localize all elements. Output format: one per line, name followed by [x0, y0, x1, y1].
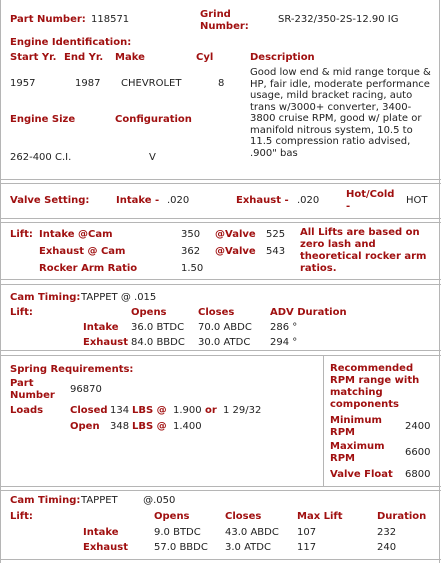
rpm-box — [323, 356, 440, 486]
cam-timing-050-section — [1, 490, 441, 560]
description-value: Good low end & mid range torque & HP, fair idle, moderate performance usage, mild bracket racing, auto trans w/3000+ converter, 3400- 3800 cruise RPM, good w/ plate or manifold nitrous system, 10.5 to 11.5 compression ratio advised, .900" bas — [250, 67, 431, 159]
grind-label-line2: Number: — [200, 21, 249, 32]
rpm-label-line1: Recommended — [330, 363, 414, 374]
timing2-exhaust-closes: 3.0 ATDC — [225, 542, 271, 553]
valve-intake-value: .020 — [167, 195, 190, 206]
cam-timing-015-section — [1, 284, 441, 351]
make-header: Make — [115, 52, 145, 63]
part-number-value: 118571 — [91, 14, 130, 25]
closes-header: Closes — [198, 307, 235, 318]
max-rpm-label-line1: Maximum — [330, 441, 385, 452]
timing-lift-label: Lift: — [10, 307, 33, 318]
timing2-intake-label: Intake — [83, 527, 119, 538]
spring-requirements-label: Spring Requirements: — [10, 364, 134, 375]
timing2-opens-header: Opens — [154, 511, 190, 522]
min-rpm-value: 2400 — [405, 421, 431, 432]
rocker-ratio-label: Rocker Arm Ratio — [39, 263, 138, 274]
or-label: or — [205, 405, 217, 416]
timing-intake-label: Intake — [83, 322, 119, 333]
closed-value: 134 — [110, 405, 130, 416]
cam-timing-050-value: TAPPET @.050 — [81, 495, 176, 506]
intake-cam-label: Intake @Cam — [39, 229, 113, 240]
timing-exhaust-adv: 294 ° — [270, 337, 298, 348]
max-lift-header: Max Lift — [297, 511, 343, 522]
valve-intake-label: Intake - — [116, 195, 160, 206]
spring-part-number: 96870 — [70, 384, 102, 395]
engine-size-value: 262-400 C.I. — [10, 152, 72, 163]
end-year-header: End Yr. — [64, 52, 104, 63]
timing-intake-closes: 70.0 ABDC — [198, 322, 252, 333]
hot-cold-value: HOT — [406, 195, 428, 206]
timing2-intake-opens: 9.0 BTDC — [154, 527, 201, 538]
rpm-label-line4: components — [330, 399, 399, 410]
make-value: CHEVROLET — [121, 78, 182, 89]
configuration-value: V — [149, 152, 156, 163]
lift-note: All Lifts are based on zero lash and theoretical rocker arm ratios. — [300, 227, 427, 274]
start-year-header: Start Yr. — [10, 52, 57, 63]
adv-duration-header: ADV Duration — [270, 307, 347, 318]
spring-section — [1, 355, 441, 487]
timing2-lift-label: Lift: — [10, 511, 33, 522]
timing-exhaust-closes: 30.0 ATDC — [198, 337, 251, 348]
cam-timing-050-label: Cam Timing: — [10, 495, 81, 506]
hot-cold-label-line1: Hot/Cold — [346, 189, 395, 200]
spring-part-label-line2: Number — [10, 390, 55, 401]
valve-float-value: 6800 — [405, 469, 431, 480]
valve-float-label: Valve Float — [330, 469, 393, 480]
lift-section — [1, 222, 441, 280]
timing2-intake-closes: 43.0 ABDC — [225, 527, 279, 538]
valve-exhaust-value: .020 — [297, 195, 320, 206]
timing-intake-adv: 286 ° — [270, 322, 298, 333]
min-rpm-label-line1: Minimum — [330, 415, 382, 426]
cam-timing-label: Cam Timing: — [10, 292, 81, 303]
timing-exhaust-label: Exhaust — [83, 337, 128, 348]
exhaust-cam-value: 362 — [181, 246, 201, 257]
rpm-label-line2: RPM range with — [330, 375, 420, 386]
open-value: 348 — [110, 421, 130, 432]
rpm-label-line3: matching — [330, 387, 383, 398]
timing2-exhaust-duration: 240 — [377, 542, 397, 553]
cyl-header: Cyl — [196, 52, 214, 63]
cyl-value: 8 — [218, 78, 225, 89]
exhaust-valve-value: 543 — [266, 246, 286, 257]
min-rpm-label-line2: RPM — [330, 427, 355, 438]
timing-exhaust-opens: 84.0 BBDC — [131, 337, 185, 348]
opens-header: Opens — [131, 307, 167, 318]
part-number-label: Part Number: — [10, 14, 86, 25]
valve-setting-label: Valve Setting: — [10, 195, 90, 206]
closed-label: Closed — [70, 405, 108, 416]
end-year-value: 1987 — [75, 78, 101, 89]
intake-cam-value: 350 — [181, 229, 201, 240]
engine-section — [1, 0, 441, 180]
max-rpm-value: 6600 — [405, 447, 431, 458]
timing2-intake-max-lift: 107 — [297, 527, 317, 538]
intake-valve-label: @Valve — [215, 229, 256, 240]
engine-size-header: Engine Size — [10, 114, 76, 125]
exhaust-valve-label: @Valve — [215, 246, 256, 257]
closed-lbs-label: LBS @ — [132, 405, 167, 416]
grind-label-line1: Grind — [200, 9, 231, 20]
timing2-closes-header: Closes — [225, 511, 262, 522]
duration-header: Duration — [377, 511, 427, 522]
timing2-intake-duration: 232 — [377, 527, 397, 538]
open-at-value: 1.400 — [173, 421, 202, 432]
timing2-exhaust-label: Exhaust — [83, 542, 128, 553]
exhaust-cam-label: Exhaust @ Cam — [39, 246, 126, 257]
engine-identification-label: Engine Identification: — [10, 37, 132, 48]
description-header: Description — [250, 52, 315, 63]
timing-intake-opens: 36.0 BTDC — [131, 322, 185, 333]
timing2-exhaust-max-lift: 117 — [297, 542, 317, 553]
open-lbs-label: LBS @ — [132, 421, 167, 432]
spring-part-label-line1: Part — [10, 378, 34, 389]
timing2-exhaust-opens: 57.0 BBDC — [154, 542, 208, 553]
valve-exhaust-label: Exhaust - — [236, 195, 289, 206]
grind-number-value: SR-232/350-2S-12.90 IG — [278, 14, 399, 25]
closed-at-value: 1.900 — [173, 405, 202, 416]
configuration-header: Configuration — [115, 114, 192, 125]
hot-cold-label-line2: - — [346, 201, 351, 212]
intake-valve-value: 525 — [266, 229, 286, 240]
max-rpm-label-line2: RPM — [330, 453, 355, 464]
rocker-ratio-value: 1.50 — [181, 263, 204, 274]
valve-setting-section — [1, 183, 441, 219]
lift-label: Lift: — [10, 229, 33, 240]
closed-alt-value: 1 29/32 — [223, 405, 262, 416]
start-year-value: 1957 — [10, 78, 36, 89]
cam-timing-value: TAPPET @ .015 — [81, 292, 157, 303]
open-label: Open — [70, 421, 100, 432]
loads-label: Loads — [10, 405, 44, 416]
